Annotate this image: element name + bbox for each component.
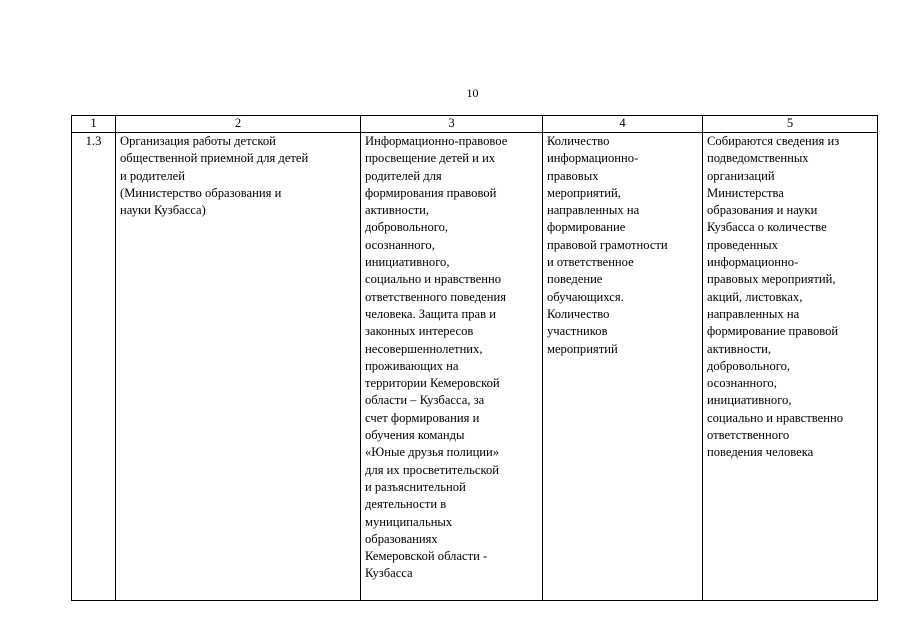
table-row (72, 133, 878, 601)
data-source-cell (703, 133, 878, 601)
indicator: Количество информационно- правовых мероприятий, направленных на формирование правовой грамотности и ответственное поведение обучающихся. Количество участников мероприятий (547, 134, 668, 356)
header-col-1: 1 (72, 116, 116, 133)
measure-goal-cell (361, 133, 543, 601)
page-number: 10 (466, 86, 479, 100)
header-col-2: 2 (116, 116, 361, 133)
measure-goal: Информационно-правовое просвещение детей и их родителей для формирования правовой активности, добровольного, осознанного, инициативного, социально и нравственно ответственного поведения человека. Защита прав и законных интересов несовершеннолетних, проживающих на территории Кемеровской области – Кузбасса, за счет формирования и обучения команды «Юные друзья полиции» для их просветительской и разъяснительной деятельности в муниципальных образованиях Кемеровской области - Кузбасса (365, 134, 508, 581)
header-col-4: 4 (543, 116, 703, 133)
measures-table (71, 115, 878, 601)
header-col-5: 5 (703, 116, 878, 133)
indicator-cell (543, 133, 703, 601)
table-header-row (72, 116, 878, 133)
data-source: Собираются сведения из подведомственных организаций Министерства образования и науки Кузбасса о количестве проведенных информационно- правовых мероприятий, акций, листовках, направленных на формирование правовой активности, добровольного, осознанного, инициативного, социально и нравственно ответственного поведения человека (707, 134, 843, 460)
row-number: 1.3 (85, 134, 102, 148)
header-col-3: 3 (361, 116, 543, 133)
row-number-cell (72, 133, 116, 601)
measure-name: Организация работы детской общественной приемной для детей и родителей (Министерство образования и науки Кузбасса) (120, 134, 309, 218)
measure-name-cell (116, 133, 361, 601)
